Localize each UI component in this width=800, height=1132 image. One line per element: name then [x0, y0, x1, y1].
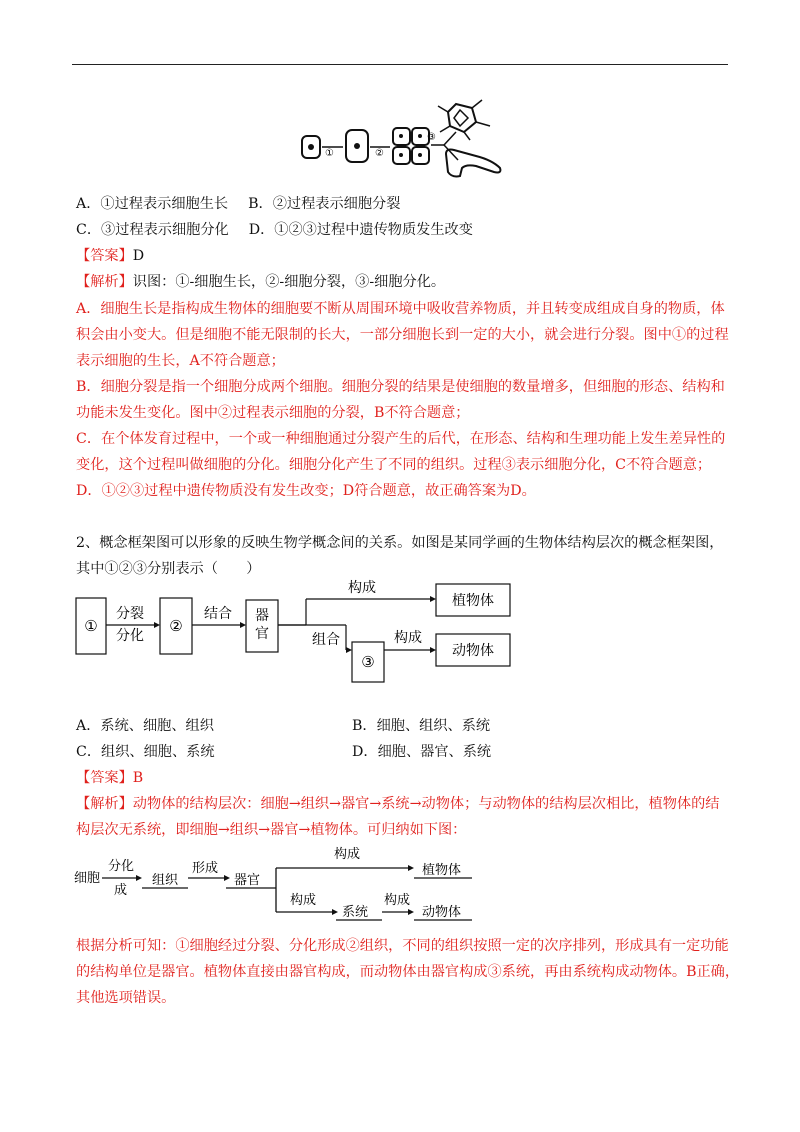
flow-cell: 细胞 — [74, 871, 101, 886]
q1-explanation-line: D．①②③过程中遗传物质没有发生改变；D符合题意，故正确答案为D。 — [76, 483, 536, 499]
q1-answer-value: D — [132, 248, 145, 264]
flow-cheng: 成 — [114, 883, 128, 898]
q1-explanation-line: 积会由小变大。但是细胞不能无限制的长大，一部分细胞长到一定的大小，就会进行分裂。图中①的过程 — [76, 327, 729, 343]
flow-organ: 器官 — [234, 873, 261, 888]
compose-top-label: 构成 — [348, 580, 376, 596]
q2-answer-tag: 【答案】 — [76, 770, 133, 786]
q2-analysis-tag: 【解析】 — [76, 796, 133, 812]
q1-explanation-line: 表示细胞的生长，A不符合题意； — [76, 353, 285, 369]
flow-system: 系统 — [342, 905, 369, 920]
differentiate-label: 分化 — [116, 628, 144, 644]
q2-analysis-line — [76, 794, 719, 814]
box-3-label: ③ — [361, 653, 375, 671]
q2-option-b: B．细胞、组织、系统 — [352, 718, 491, 734]
q1-options-row2 — [76, 220, 473, 240]
q1-option-c: C．③过程表示细胞分化 — [76, 222, 229, 238]
q1-option-d: D．①②③过程中遗传物质发生改变 — [248, 222, 473, 238]
animal-label: 动物体 — [452, 643, 494, 659]
organ-label-2: 官 — [255, 626, 269, 642]
split-label: 分裂 — [116, 606, 144, 622]
q2-option-d: D．细胞、器官、系统 — [352, 744, 492, 760]
cell-process-diagram — [296, 98, 526, 180]
q1-explanation-line: A．细胞生长是指构成生物体的细胞要不断从周围环境中吸收营养物质，并且转变成组成自身的物质，体 — [76, 301, 725, 317]
q2-answer-line — [76, 768, 143, 788]
flow-compose-2: 构成 — [290, 893, 317, 908]
diagram-label-1: ① — [325, 148, 334, 159]
organ-label-1: 器 — [255, 608, 269, 624]
q2-conclusion-line: 其他选项错误。 — [76, 990, 176, 1006]
compose-mid-label: 构成 — [394, 630, 422, 646]
q2-option-c: C．组织、细胞、系统 — [76, 744, 215, 760]
flow-compose-3: 构成 — [384, 893, 411, 908]
q1-explanation-line: 变化，这个过程叫做细胞的分化。细胞分化产生了不同的组织。过程③表示细胞分化，C不符合题意； — [76, 457, 712, 473]
diagram-label-3: ③ — [427, 132, 436, 143]
q2-stem-line: 其中①②③分别表示（ ） — [76, 561, 261, 577]
q1-options-row1 — [76, 194, 400, 214]
flow-animal: 动物体 — [422, 905, 462, 920]
q1-explanation-line: 功能未发生变化。图中②过程表示细胞的分裂，B不符合题意； — [76, 405, 470, 421]
flow-differentiate: 分化 — [108, 859, 135, 874]
q2-answer-value: B — [132, 770, 144, 786]
q1-explanation-line: B．细胞分裂是指一个细胞分成两个细胞。细胞分裂的结果是使细胞的数量增多，但细胞的形态、结构和 — [76, 379, 725, 395]
box-2-label: ② — [169, 617, 183, 635]
combine-label: 结合 — [204, 606, 232, 622]
plant-label: 植物体 — [452, 593, 494, 609]
q2-analysis-line-2: 构层次无系统，即细胞→组织→器官→植物体。可归纳如下图： — [76, 822, 467, 838]
group-label: 组合 — [312, 632, 340, 648]
q1-analysis-tag: 【解析】 — [76, 274, 133, 290]
q1-option-b: B．②过程表示细胞分裂 — [248, 196, 401, 212]
flow-tissue: 组织 — [152, 873, 179, 888]
q2-analysis-text: 动物体的结构层次：细胞→组织→器官→系统→动物体；与动物体的结构层次相比，植物体的结 — [132, 796, 720, 812]
q2-stem-line: 2、概念框架图可以形象的反映生物学概念间的关系。如图是某同学画的生物体结构层次的概念框架图， — [76, 535, 724, 551]
box-1-label: ① — [84, 617, 98, 635]
q1-analysis-line — [76, 272, 445, 292]
q1-answer-tag: 【答案】 — [76, 248, 133, 264]
q1-option-a: A．①过程表示细胞生长 — [76, 196, 229, 212]
header-rule — [72, 64, 728, 65]
q1-explanation-line: C．在个体发育过程中，一个或一种细胞通过分裂产生的后代，在形态、结构和生理功能上发生差异性的 — [76, 431, 726, 447]
flow-form: 形成 — [192, 861, 219, 876]
concept-framework-diagram — [70, 578, 520, 688]
structure-flow-diagram — [70, 838, 480, 928]
q1-answer-line — [76, 246, 144, 266]
diagram-label-2: ② — [375, 148, 384, 159]
q2-conclusion-line: 根据分析可知：①细胞经过分裂、分化形成②组织，不同的组织按照一定的次序排列，形成具有一定功能 — [76, 938, 729, 954]
flow-plant: 植物体 — [422, 863, 462, 878]
q2-conclusion-line: 的结构单位是器官。植物体直接由器官构成，而动物体由器官构成③系统，再由系统构成动物体。B正确， — [76, 964, 740, 980]
q1-analysis-intro: 识图：①-细胞生长，②-细胞分裂，③-细胞分化。 — [132, 274, 446, 290]
flow-compose-1: 构成 — [334, 847, 361, 862]
q2-option-a: A．系统、细胞、组织 — [76, 718, 214, 734]
